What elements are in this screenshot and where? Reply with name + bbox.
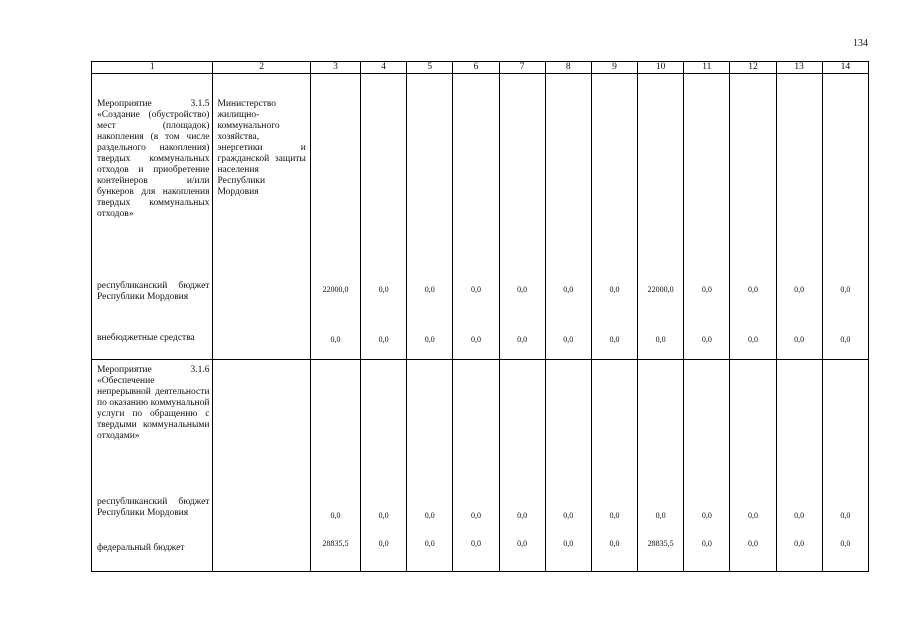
value-text: 0,0 [701, 511, 712, 520]
value-cell [545, 74, 591, 360]
budget-table [91, 61, 869, 572]
value-text: 0,0 [563, 285, 574, 294]
value-text: 0,0 [794, 335, 805, 344]
header-cell: 12 [730, 62, 776, 74]
value-text: 0,0 [378, 335, 389, 344]
header-cell: 10 [638, 62, 684, 74]
value-text: 0,0 [517, 335, 528, 344]
value-text: 0,0 [470, 511, 481, 520]
value-cell [684, 360, 730, 572]
value-text: 0,0 [424, 539, 435, 548]
value-cell [310, 360, 360, 572]
value-text: 28835,5 [647, 539, 674, 548]
header-cell: 5 [407, 62, 453, 74]
value-text: 0,0 [840, 511, 851, 520]
value-cell [776, 74, 822, 360]
table-row [92, 360, 869, 572]
value-text: 0,0 [840, 285, 851, 294]
activity-title: Мероприятие 3.1.6 «Обеспечение непрерывной деятельности по оказанию коммунальной услуги по обращению с твердыми коммунальными отходами» [97, 365, 210, 441]
value-cell [591, 360, 637, 572]
value-cell [407, 74, 453, 360]
value-text: 0,0 [655, 511, 666, 520]
value-text: 0,0 [470, 285, 481, 294]
executor-cell [213, 74, 310, 360]
value-cell [591, 74, 637, 360]
value-text: 0,0 [840, 539, 851, 548]
header-cell: 9 [591, 62, 637, 74]
value-text: 0,0 [794, 511, 805, 520]
value-text: 0,0 [470, 335, 481, 344]
header-cell: 1 [92, 62, 213, 74]
header-cell: 11 [684, 62, 730, 74]
value-cell [453, 74, 499, 360]
header-row [92, 62, 869, 74]
header-cell: 7 [499, 62, 545, 74]
funding-source: республиканский бюджет Республики Мордовия [97, 497, 210, 518]
value-text: 0,0 [470, 539, 481, 548]
value-text: 0,0 [563, 335, 574, 344]
value-text: 0,0 [424, 285, 435, 294]
funding-source: внебюджетные средства [97, 333, 195, 343]
value-text: 0,0 [609, 285, 620, 294]
value-text: 22000,0 [322, 285, 349, 294]
value-text: 0,0 [747, 285, 758, 294]
value-text: 0,0 [747, 511, 758, 520]
value-text: 28835,5 [322, 539, 349, 548]
executor-text: Министерство жилищно-коммунального хозяйства, энергетики и гражданской защиты населения Республики Мордовия [217, 99, 306, 197]
header-cell: 13 [776, 62, 822, 74]
executor-cell [213, 360, 310, 572]
funding-source: республиканский бюджет Республики Мордовия [97, 281, 210, 302]
value-cell [361, 74, 407, 360]
funding-source: федеральный бюджет [97, 543, 185, 553]
value-cell [684, 74, 730, 360]
value-text: 0,0 [378, 285, 389, 294]
value-text: 0,0 [747, 539, 758, 548]
value-text: 0,0 [701, 539, 712, 548]
value-cell [822, 360, 868, 572]
value-text: 0,0 [517, 539, 528, 548]
value-cell [499, 360, 545, 572]
value-text: 0,0 [517, 511, 528, 520]
value-cell [310, 74, 360, 360]
value-text: 0,0 [701, 285, 712, 294]
header-cell: 14 [822, 62, 868, 74]
value-cell [638, 74, 684, 360]
value-cell [545, 360, 591, 572]
value-text: 22000,0 [647, 285, 674, 294]
header-cell: 8 [545, 62, 591, 74]
value-text: 0,0 [563, 539, 574, 548]
value-text: 0,0 [424, 335, 435, 344]
value-cell [361, 360, 407, 572]
table-row [92, 74, 869, 360]
value-text: 0,0 [794, 539, 805, 548]
value-cell [499, 74, 545, 360]
value-text: 0,0 [330, 511, 341, 520]
value-cell [730, 360, 776, 572]
value-text: 0,0 [794, 285, 805, 294]
value-text: 0,0 [424, 511, 435, 520]
value-text: 0,0 [609, 511, 620, 520]
value-text: 0,0 [517, 285, 528, 294]
activity-title: Мероприятие 3.1.5 «Создание (обустройство) мест (площадок) накопления (в том числе раздельного накопления) твердых коммунальных отходов и приобретение контейнеров и/или бункеров для накопления твердых коммунальных отходов» [97, 99, 210, 219]
activity-cell [92, 74, 213, 360]
value-text: 0,0 [378, 539, 389, 548]
value-cell [730, 74, 776, 360]
value-text: 0,0 [378, 511, 389, 520]
value-text: 0,0 [563, 511, 574, 520]
header-cell: 6 [453, 62, 499, 74]
value-text: 0,0 [330, 335, 341, 344]
value-cell [453, 360, 499, 572]
value-cell [407, 360, 453, 572]
value-cell [638, 360, 684, 572]
activity-cell [92, 360, 213, 572]
page-number: 134 [853, 38, 868, 49]
value-text: 0,0 [609, 335, 620, 344]
value-text: 0,0 [747, 335, 758, 344]
header-cell: 2 [213, 62, 310, 74]
value-text: 0,0 [701, 335, 712, 344]
header-cell: 3 [310, 62, 360, 74]
value-text: 0,0 [609, 539, 620, 548]
value-text: 0,0 [840, 335, 851, 344]
value-cell [776, 360, 822, 572]
header-cell: 4 [361, 62, 407, 74]
value-text: 0,0 [655, 335, 666, 344]
value-cell [822, 74, 868, 360]
